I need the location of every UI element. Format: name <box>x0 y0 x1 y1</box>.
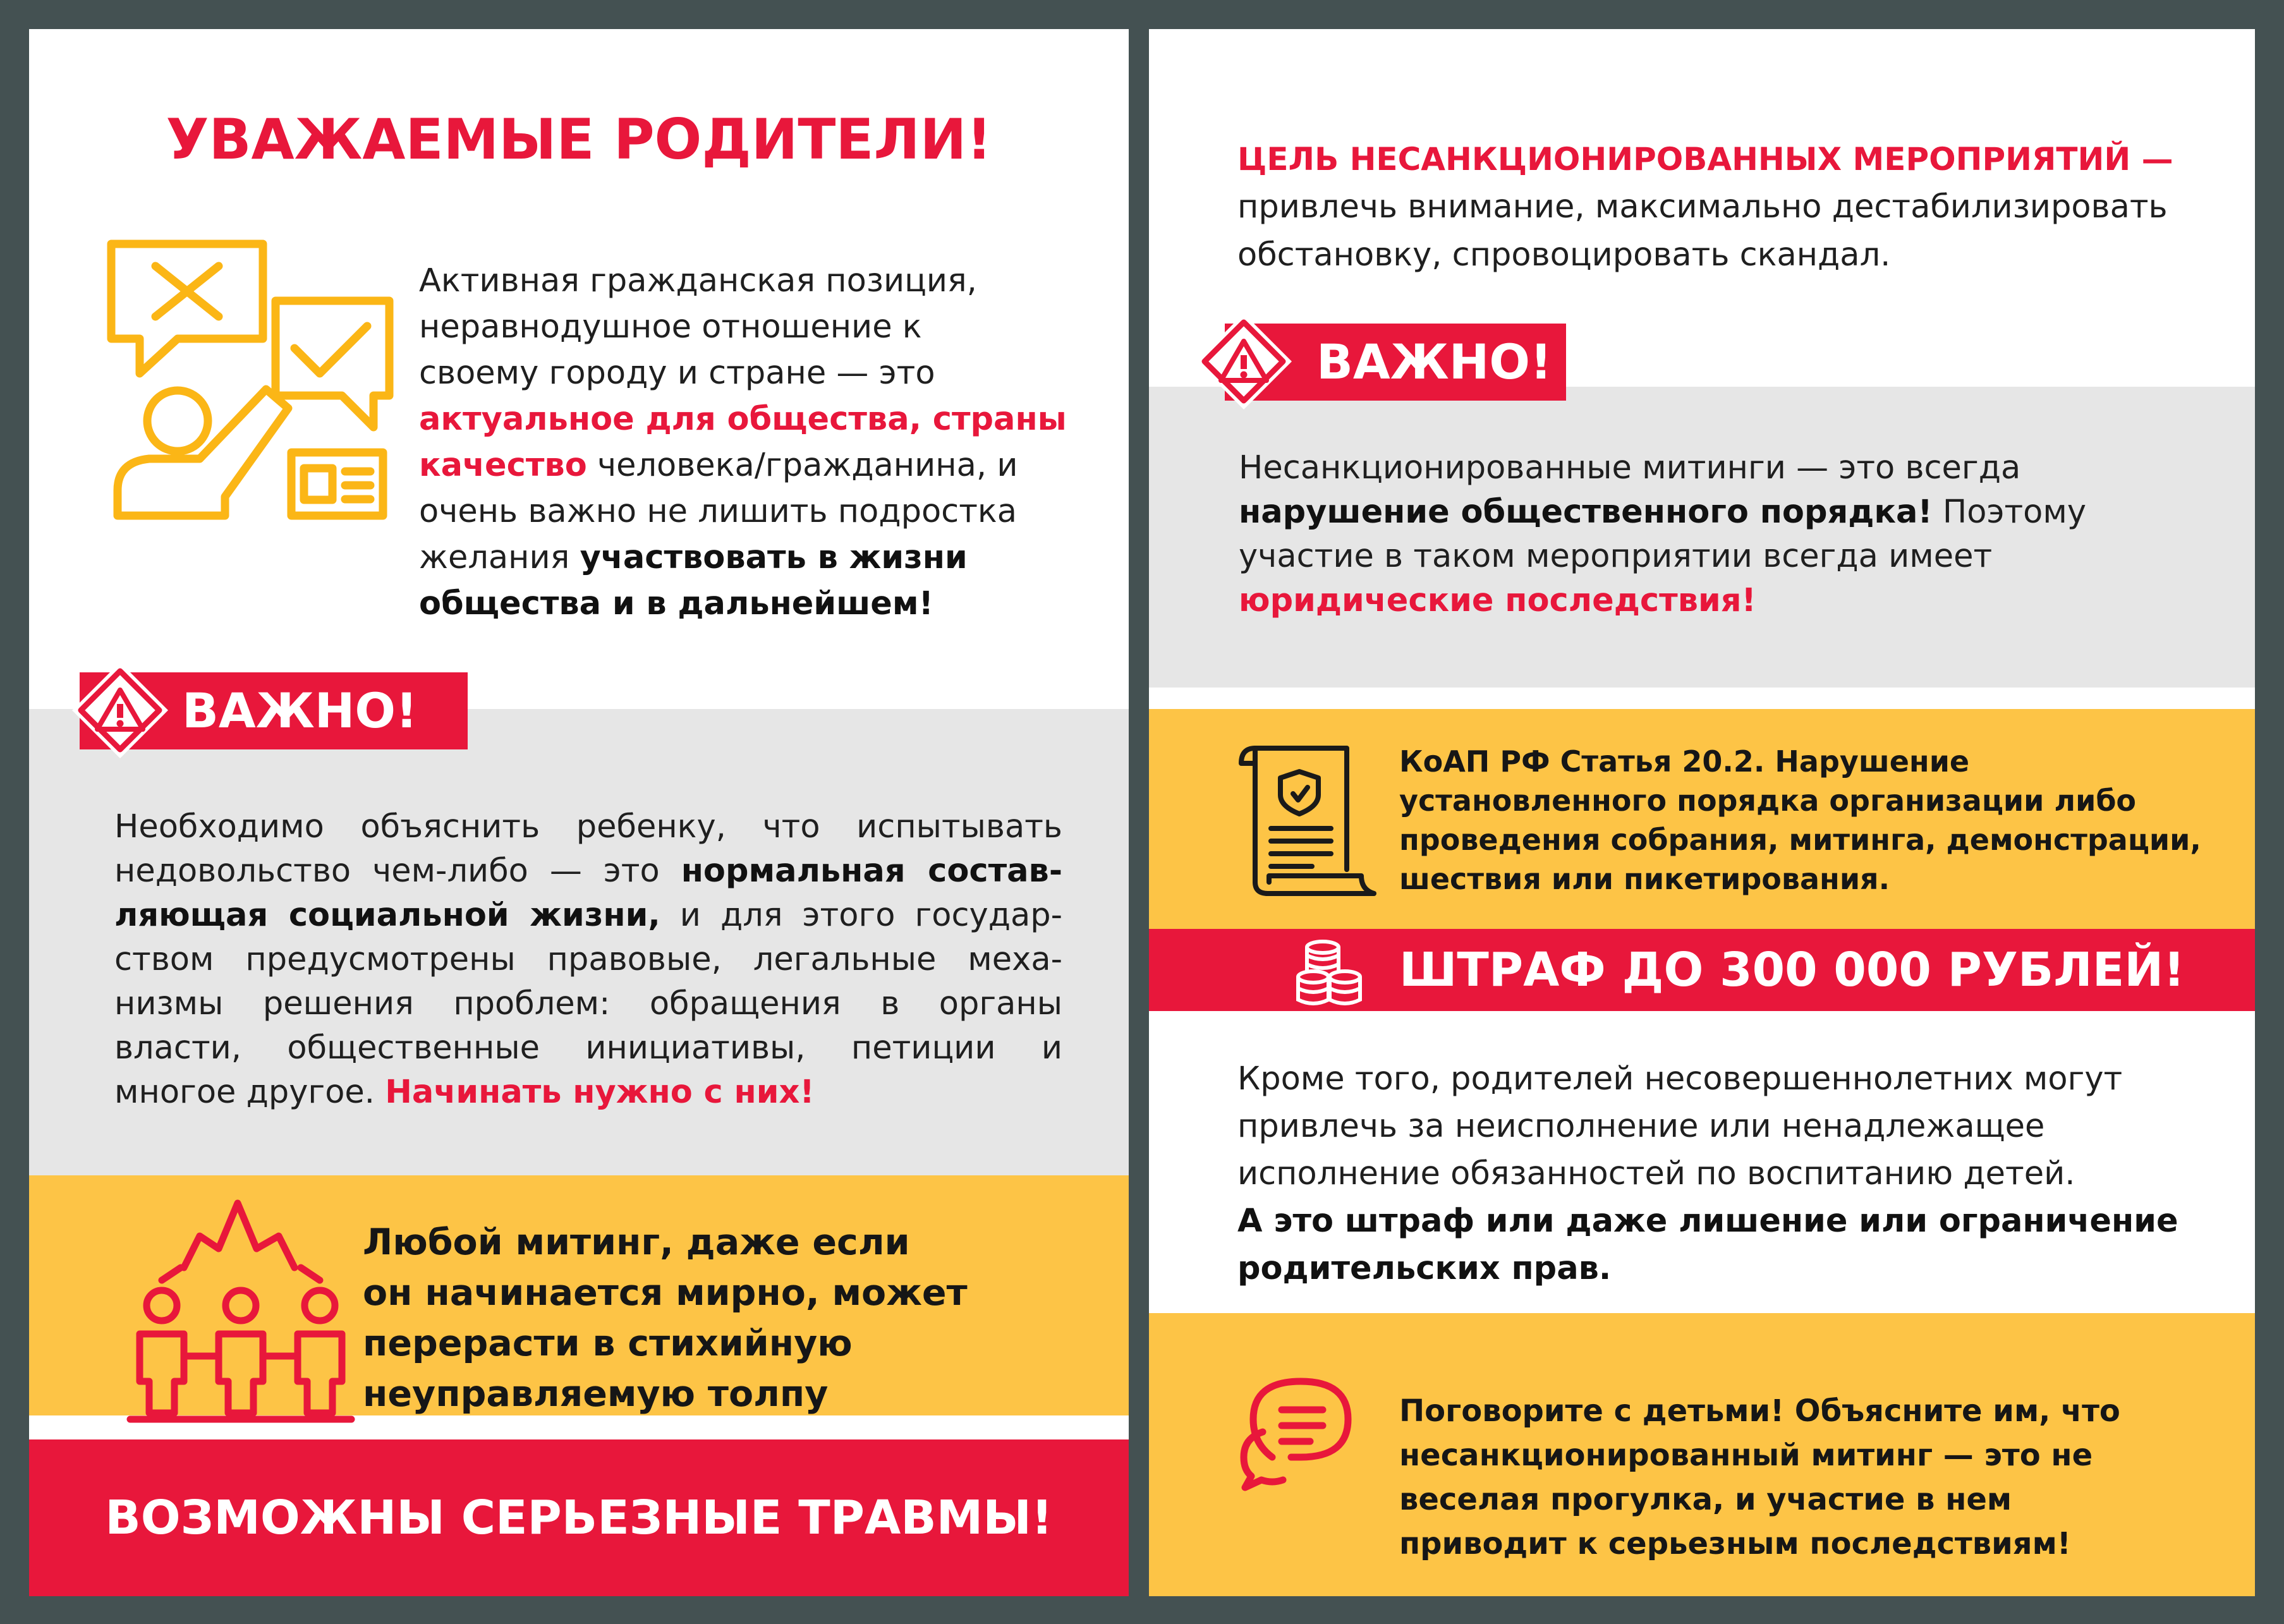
coins-icon <box>1294 938 1364 1007</box>
injuries-banner: ВОЗМОЖНЫ СЕРЬЕЗНЫЕ ТРАВМЫ! <box>29 1439 1129 1596</box>
page-title: УВАЖАЕМЫЕ РОДИТЕЛИ! <box>166 107 992 172</box>
important-tag: ВАЖНО! <box>1225 324 1566 401</box>
goal-text: ЦЕЛЬ НЕСАНКЦИОНИРОВАННЫХ МЕРОПРИЯТИЙ — привлечь внимание, максимально дестабилизировать обстановку, спровоцировать скандал. <box>1237 141 2173 274</box>
crowd-icon <box>124 1198 358 1426</box>
parents-text: Кроме того, родителей несовершеннолетних могут привлечь за неисполнение или ненадлежащее исполнение обязанностей по воспитанию детей. А это штраф или даже лишение или ограничение родительских прав. <box>1237 1060 2178 1287</box>
law-text: КоАП РФ Статья 20.2. Нарушение установленного порядка организации либо проведения собрания, митинга, демонстрации, шествия или пикетирования. <box>1399 744 2201 896</box>
important-tag: ВАЖНО! <box>80 672 468 749</box>
right-panel <box>1149 29 2255 1596</box>
important-text: Несанкционированные митинги — это всегда нарушение общественного порядка! Поэтому участие в таком мероприятии всегда имеет юридические последствия! <box>1239 449 2087 619</box>
warning-icon <box>70 660 171 761</box>
left-panel <box>29 29 1129 1596</box>
intro-text: Активная гражданская позиция, неравнодушное отношение к своему городу и стране — это актуальное для общества, страны качество человека/гражданина, и очень важно не лишить подростка желания участвовать в жизни общества и в дальнейшем! <box>419 262 1067 622</box>
fine-text: ШТРАФ ДО 300 000 РУБЛЕЙ! <box>1399 943 2185 997</box>
chat-bubbles-icon <box>1237 1362 1358 1489</box>
warning-icon <box>1193 311 1294 412</box>
important-text: Необходимо объяснить ребенку, что испытывать недовольство чем-либо — это нормальная состав- ляющая социальной жизни, и для этого государ- ством предусмотрены правовые, легальные меха- низмы решения проблем: обращения в органы власти, общественные инициативы, петиции и многое другое. Начинать нужно с них! <box>114 808 1063 1111</box>
crowd-text: Любой митинг, даже если он начинается мирно, может перерасти в стихийную неуправляемую толпу <box>363 1221 968 1415</box>
document-icon <box>1236 743 1382 898</box>
talk-text: Поговорите с детьми! Объясните им, что несанкционированный митинг — это не веселая прогулка, и участие в нем приводит к серьезным последствиям! <box>1399 1393 2120 1561</box>
debate-icon <box>105 238 408 528</box>
